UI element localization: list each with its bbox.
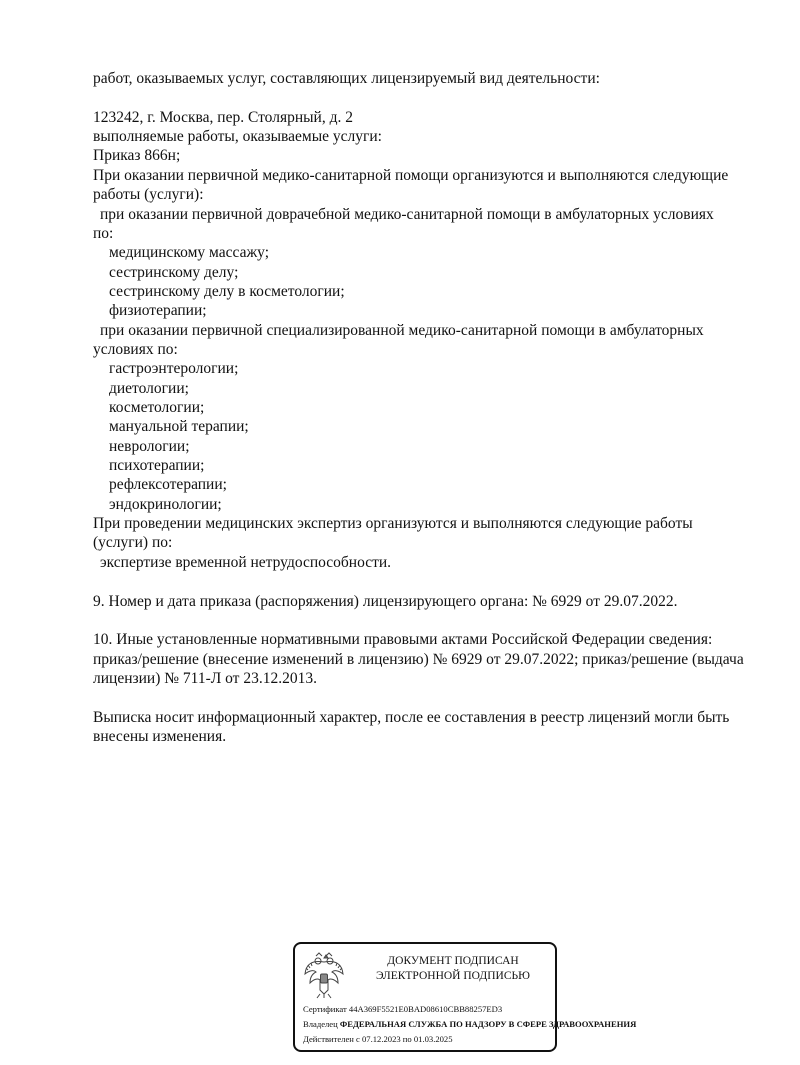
text-line: 123242, г. Москва, пер. Столярный, д. 2 — [93, 109, 353, 126]
list-item: психотерапии; — [109, 457, 205, 474]
text-line: Приказ 866н; — [93, 147, 181, 164]
text-line: экспертизе временной нетрудоспособности. — [100, 554, 392, 571]
text-line: приказ/решение (внесение изменений в лицензию) № 6929 от 29.07.2022; приказ/решение (выдача — [93, 651, 744, 668]
electronic-signature-stamp — [293, 942, 637, 1052]
text-line: условиях по: — [93, 341, 178, 358]
coat-of-arms-icon — [302, 950, 346, 1000]
list-item: сестринскому делу; — [109, 264, 239, 281]
owner-value: ФЕДЕРАЛЬНАЯ СЛУЖБА ПО НАДЗОРУ В СФЕРЕ ЗДРАВООХРАНЕНИЯ — [339, 1019, 637, 1029]
text-line: работ, оказываемых услуг, составляющих лицензируемый вид деятельности: — [93, 70, 600, 87]
list-item: диетологии; — [109, 380, 189, 397]
text-line: Выписка носит информационный характер, после ее составления в реестр лицензий могли быть — [93, 709, 730, 726]
list-item: косметологии; — [109, 399, 205, 416]
list-item: рефлексотерапии; — [109, 476, 227, 493]
list-item: неврологии; — [109, 438, 190, 455]
list-item: гастроэнтерологии; — [109, 360, 239, 377]
text-line: лицензии) № 711-Л от 23.12.2013. — [93, 670, 317, 687]
list-item: медицинскому массажу; — [109, 244, 270, 261]
text-line: (услуги) по: — [93, 534, 173, 551]
text-line: при оказании первичной специализированной медико-санитарной помощи в амбулаторных — [100, 322, 704, 339]
text-line: по: — [93, 225, 114, 242]
text-line: работы (услуги): — [93, 186, 204, 203]
text-line: при оказании первичной доврачебной медико-санитарной помощи в амбулаторных условиях — [100, 206, 714, 223]
text-line: 9. Номер и дата приказа (распоряжения) лицензирующего органа: № 6929 от 29.07.2022. — [93, 593, 678, 610]
stamp-title-line-1: ДОКУМЕНТ ПОДПИСАН — [387, 955, 519, 967]
list-item: физиотерапии; — [109, 302, 207, 319]
list-item: мануальной терапии; — [109, 418, 249, 435]
text-line: внесены изменения. — [93, 728, 227, 745]
stamp-title — [353, 954, 553, 984]
list-item: сестринскому делу в косметологии; — [109, 283, 345, 300]
list-item: эндокринологии; — [109, 496, 222, 513]
owner-label: Владелец — [303, 1019, 340, 1029]
stamp-title-line-2: ЭЛЕКТРОННОЙ ПОДПИСЬЮ — [376, 970, 530, 982]
text-line: При проведении медицинских экспертиз организуются и выполняются следующие работы — [93, 515, 693, 532]
owner-row — [303, 1018, 636, 1030]
certificate-text: Сертификат 44A369F5521E0BAD08610CBB88257ED3 — [303, 1004, 503, 1014]
text-line: выполняемые работы, оказываемые услуги: — [93, 128, 382, 145]
text-line: 10. Иные установленные нормативными правовыми актами Российской Федерации сведения: — [93, 631, 713, 648]
validity-text: Действителен с 07.12.2023 по 01.03.2025 — [303, 1034, 453, 1044]
text-line: При оказании первичной медико-санитарной помощи организуются и выполняются следующие — [93, 167, 729, 184]
